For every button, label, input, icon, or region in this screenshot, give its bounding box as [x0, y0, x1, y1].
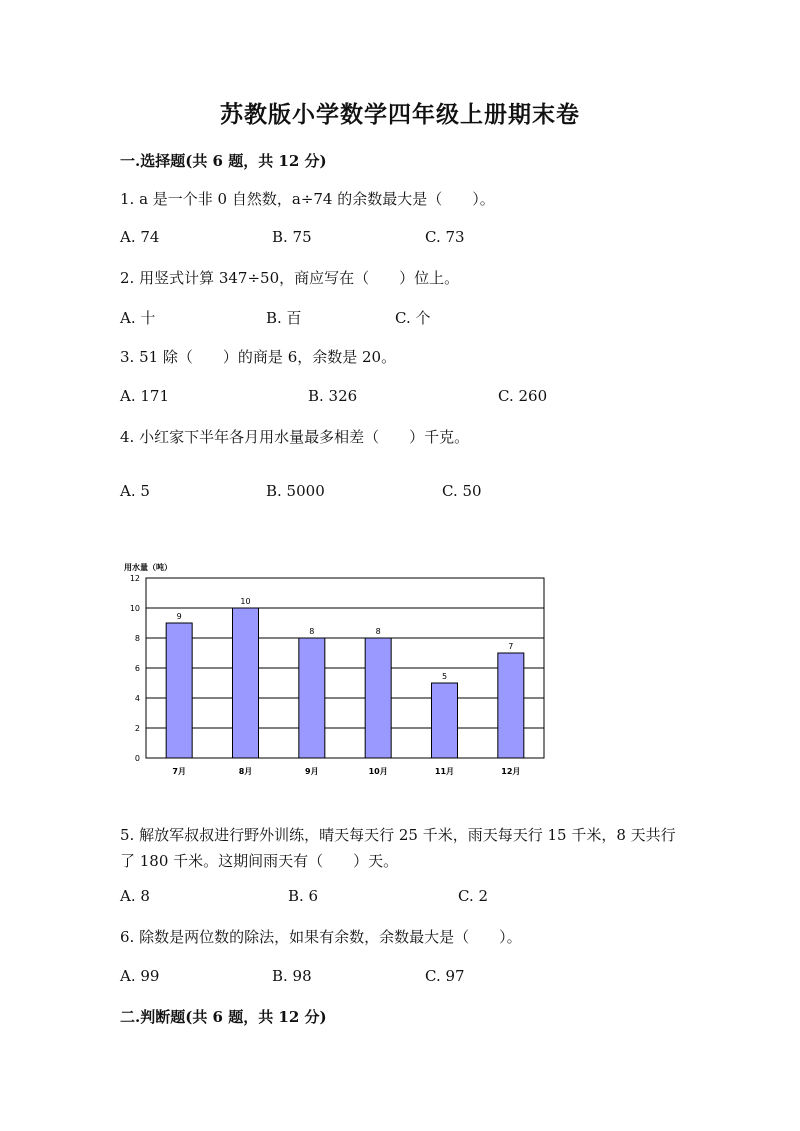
- question-3-options: [120, 387, 680, 409]
- option-c[interactable]: C. 2: [458, 887, 489, 905]
- bar-value-label: 5: [441, 672, 448, 681]
- x-tick-label: 11月: [434, 767, 455, 776]
- y-tick-label: 8: [134, 634, 140, 643]
- question-5-options: [120, 887, 680, 909]
- question-3: 3. 51 除（ ）的商是 6，余数是 20。: [120, 348, 397, 366]
- question-2-options: [120, 307, 680, 329]
- y-tick-label: 2: [134, 724, 140, 733]
- option-c[interactable]: C. 个: [395, 309, 431, 327]
- y-tick-label: 12: [129, 574, 140, 583]
- bar: [498, 653, 524, 758]
- x-tick-label: 10月: [368, 767, 388, 776]
- option-b[interactable]: B. 5000: [266, 482, 325, 500]
- bar-value-label: 8: [375, 627, 381, 636]
- x-tick-label: 8月: [238, 767, 253, 776]
- question-2: 2. 用竖式计算 347÷50，商应写在（ ）位上。: [120, 269, 460, 287]
- option-c[interactable]: C. 260: [498, 387, 548, 405]
- option-b[interactable]: B. 75: [272, 228, 312, 246]
- option-c[interactable]: C. 73: [425, 228, 465, 246]
- bar: [166, 623, 192, 758]
- option-a[interactable]: A. 8: [120, 887, 150, 905]
- option-b[interactable]: B. 326: [308, 387, 358, 405]
- section-heading-choice: 一.选择题(共 6 题，共 12 分): [120, 152, 327, 170]
- option-c[interactable]: C. 97: [425, 967, 465, 985]
- bar-value-label: 10: [240, 597, 251, 606]
- question-1: 1. a 是一个非 0 自然数，a÷74 的余数最大是（ ）。: [120, 190, 495, 208]
- bar-value-label: 9: [176, 612, 182, 621]
- water-usage-bar-chart: [118, 558, 558, 788]
- option-a[interactable]: A. 十: [120, 309, 156, 327]
- option-c[interactable]: C. 50: [442, 482, 482, 500]
- question-1-options: [120, 228, 680, 250]
- option-a[interactable]: A. 99: [120, 967, 160, 985]
- option-b[interactable]: B. 百: [266, 309, 302, 327]
- y-tick-label: 6: [134, 664, 140, 673]
- bar: [432, 683, 458, 758]
- option-a[interactable]: A. 74: [120, 228, 160, 246]
- x-tick-label: 9月: [305, 767, 319, 776]
- page-title: 苏教版小学数学四年级上册期末卷: [220, 101, 580, 128]
- x-tick-label: 12月: [501, 767, 521, 776]
- question-5: 5. 解放军叔叔进行野外训练，晴天每天行 25 千米，雨天每天行 15 千米，8 天共行了 180 千米。这期间雨天有（ ）天。: [120, 826, 676, 870]
- x-tick-label: 7月: [172, 767, 186, 776]
- y-tick-label: 4: [134, 694, 140, 703]
- question-4: 4. 小红家下半年各月用水量最多相差（ ）千克。: [120, 428, 470, 446]
- option-a[interactable]: A. 5: [120, 482, 150, 500]
- bar: [299, 638, 325, 758]
- option-b[interactable]: B. 6: [288, 887, 319, 905]
- question-6: 6. 除数是两位数的除法，如果有余数，余数最大是（ ）。: [120, 928, 522, 946]
- option-b[interactable]: B. 98: [272, 967, 312, 985]
- bar: [365, 638, 391, 758]
- y-tick-label: 10: [129, 604, 140, 613]
- y-tick-label: 0: [134, 754, 140, 763]
- bar: [233, 608, 259, 758]
- question-4-options: [120, 482, 680, 504]
- question-6-options: [120, 967, 680, 989]
- option-a[interactable]: A. 171: [120, 387, 169, 405]
- section-heading-judgment: 二.判断题(共 6 题，共 12 分): [120, 1008, 327, 1026]
- bar-value-label: 8: [309, 627, 315, 636]
- y-axis-title: 用水量（吨）: [124, 563, 172, 572]
- bar-value-label: 7: [508, 642, 514, 651]
